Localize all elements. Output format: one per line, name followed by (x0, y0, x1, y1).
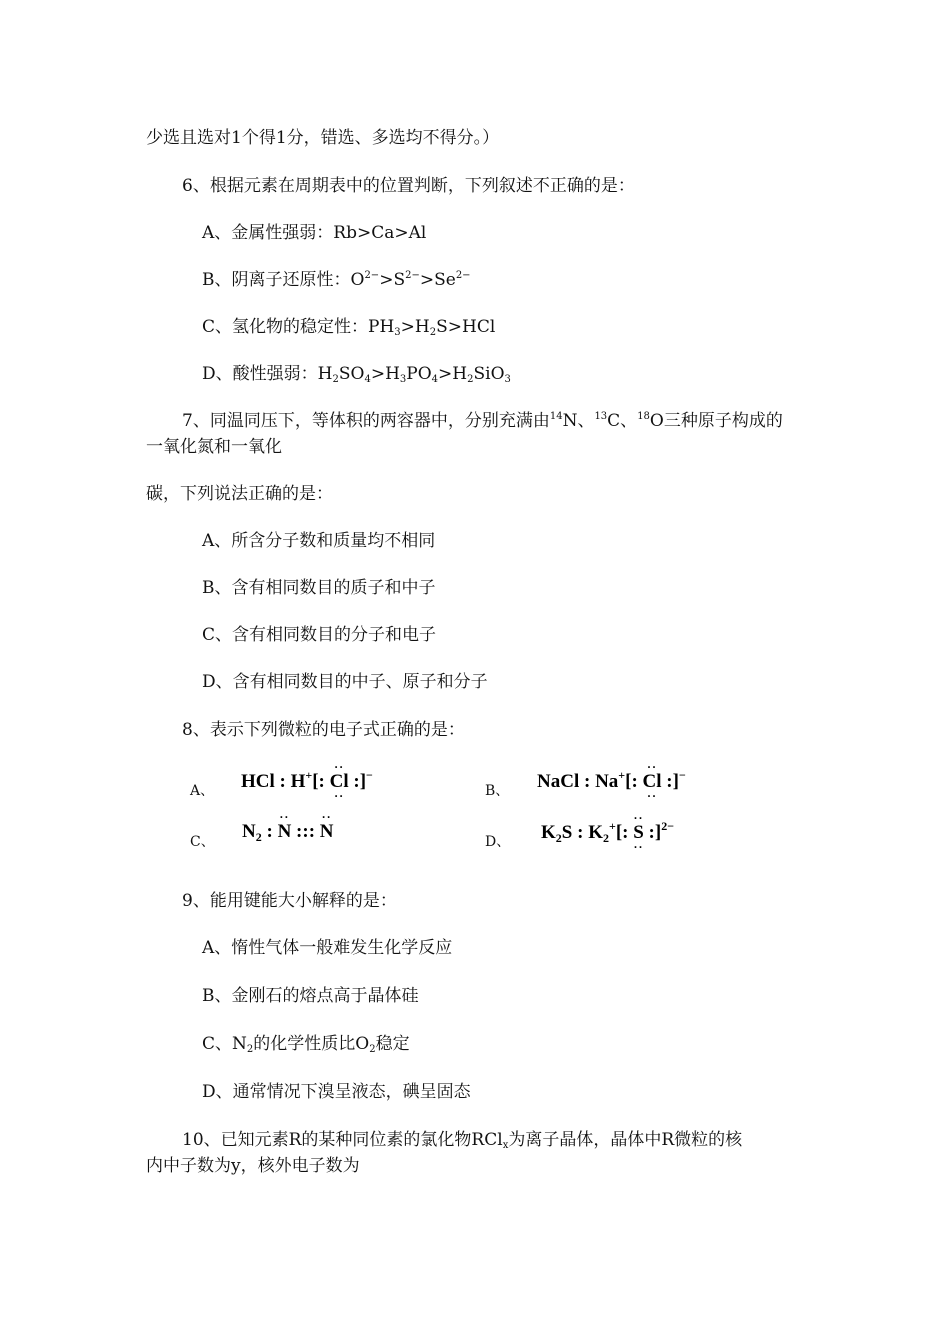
question-7-option-b: B、含有相同数目的质子和中子 (202, 578, 436, 598)
question-8-option-a-formula: HCl : H+[: ·· Cl ·· :]− (241, 770, 373, 794)
question-6-option-b: B、阴离子还原性：$O^{2-}>S^{2-}>Se^{2-}$ (202, 270, 471, 290)
question-7-stem-line-3: 碳，下列说法正确的是： (146, 484, 333, 504)
question-8-stem: 8、表示下列微粒的电子式正确的是： (182, 720, 465, 740)
question-8-option-c-formula: $N_2$ : ·· N ::: ·· N (242, 820, 334, 844)
question-8-option-c-label: C、 (190, 834, 215, 850)
question-7-option-a: A、所含分子数和质量均不相同 (202, 531, 436, 551)
question-8-option-a-label: A、 (190, 783, 215, 799)
question-9-option-d: D、通常情况下溴呈液态，碘呈固态 (202, 1082, 471, 1102)
question-9-option-b: B、金刚石的熔点高于晶体硅 (202, 986, 419, 1006)
question-6-option-a: A、金属性强弱：Rb>Ca>Al (202, 223, 427, 243)
question-8-option-d-formula: $K_2S$ : $K_2^+$[: ·· S ·· :]$^{2-}$ (541, 821, 674, 845)
question-8-option-d-label: D、 (485, 834, 511, 850)
question-8-option-b-label: B、 (485, 783, 510, 799)
question-7-stem: 7、同温同压下，等体积的两容器中，分别充满由$^{14}$N、$^{13}$C、$^{18}$O三种原子构成的 (182, 411, 783, 431)
question-6-stem: 6、根据元素在周期表中的位置判断，下列叙述不正确的是： (182, 176, 635, 196)
question-9-option-a: A、惰性气体一般难发生化学反应 (202, 938, 453, 958)
question-6-option-c: C、氢化物的稳定性：$PH_3>H_2S>HCl$ (202, 317, 496, 338)
question-10-stem-line-2: 内中子数为y，核外电子数为 (146, 1156, 360, 1176)
question-9-stem: 9、能用键能大小解释的是： (182, 891, 397, 911)
instruction-text: 少选且选对1个得1分，错选、多选均不得分。） (146, 128, 500, 148)
question-7-option-c: C、含有相同数目的分子和电子 (202, 625, 437, 645)
question-10-stem: 10、已知元素R的某种同位素的氯化物RCl$_x$为离子晶体，晶体中R微粒的核 (182, 1130, 743, 1151)
question-9-option-c: C、$N_2$的化学性质比$O_2$稳定 (202, 1034, 410, 1055)
question-7-option-d: D、含有相同数目的中子、原子和分子 (202, 672, 488, 692)
question-8-option-b-formula: NaCl : Na+[: ·· Cl ·· :]− (537, 770, 686, 794)
question-6-option-d: D、酸性强弱：$H_2SO_4>H_3PO_4>H_2SiO_3$ (202, 364, 511, 385)
question-7-stem-line-2: 一氧化氮和一氧化 (146, 437, 282, 457)
